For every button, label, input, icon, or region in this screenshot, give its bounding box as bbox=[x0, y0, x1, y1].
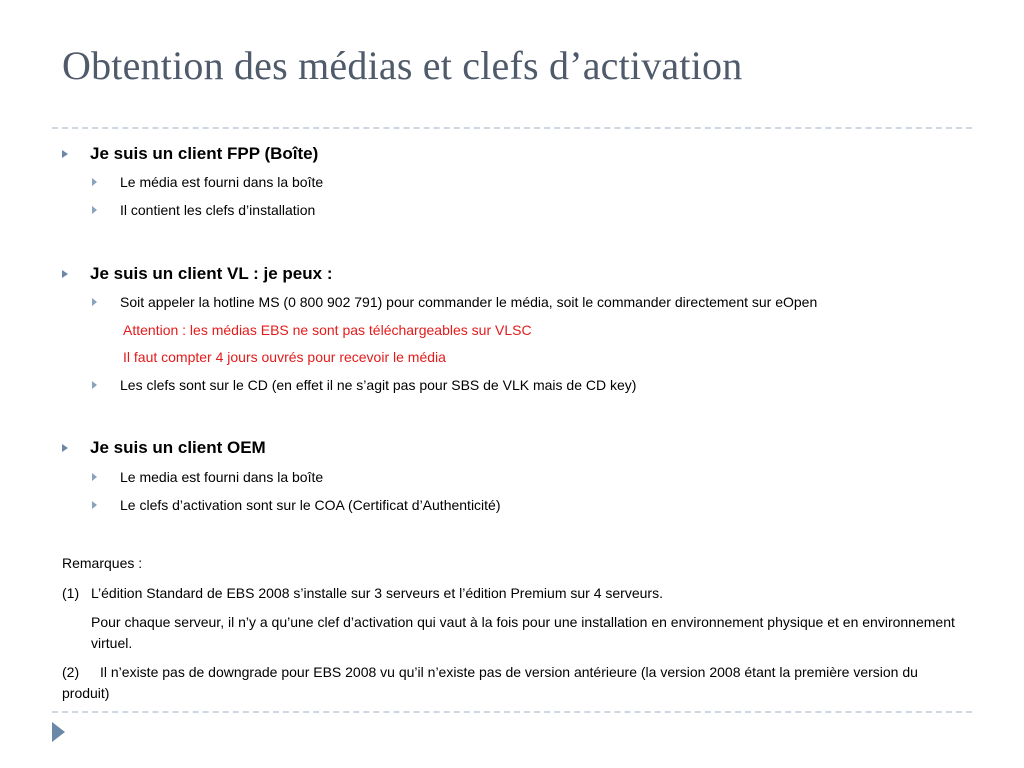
item-text: Soit appeler la hotline MS (0 800 902 791) pour commander le média, soit le commander directement sur eOpen bbox=[120, 294, 818, 310]
section-heading-fpp bbox=[62, 144, 318, 164]
triangle-bullet-icon bbox=[92, 298, 97, 306]
triangle-bullet-icon bbox=[62, 150, 68, 158]
triangle-bullet-icon bbox=[92, 381, 97, 389]
warning-note: Attention : les médias EBS ne sont pas téléchargeables sur VLSC bbox=[123, 322, 532, 338]
remark-continuation: Pour chaque serveur, il n’y a qu’une clef d’activation qui vaut à la fois pour une installation en environnement physique et en environnement virtuel. bbox=[91, 614, 955, 651]
list-item bbox=[92, 497, 501, 513]
item-text: Il contient les clefs d’installation bbox=[120, 202, 316, 218]
list-item bbox=[92, 202, 315, 218]
heading-text: Je suis un client FPP (Boîte) bbox=[90, 144, 319, 163]
heading-text: Je suis un client OEM bbox=[90, 438, 266, 457]
triangle-bullet-icon bbox=[92, 501, 97, 509]
list-item bbox=[92, 294, 817, 310]
item-text: Les clefs sont sur le CD (en effet il ne s’agit pas pour SBS de VLK mais de CD key) bbox=[120, 377, 637, 393]
slide-title: Obtention des médias et clefs d’activation bbox=[62, 43, 743, 88]
triangle-bullet-icon bbox=[92, 473, 97, 481]
warning-note: Il faut compter 4 jours ouvrés pour recevoir le média bbox=[123, 349, 446, 365]
triangle-bullet-icon bbox=[62, 270, 68, 278]
triangle-bullet-icon bbox=[62, 444, 68, 452]
remarks-label: Remarques : bbox=[62, 555, 143, 571]
bottom-divider bbox=[52, 711, 972, 713]
list-item bbox=[92, 377, 636, 393]
item-text: Le media est fourni dans la boîte bbox=[120, 469, 324, 485]
list-item bbox=[92, 469, 323, 485]
triangle-bullet-icon bbox=[92, 178, 97, 186]
section-heading-vl bbox=[62, 264, 332, 284]
remark-number: (2) bbox=[62, 664, 80, 680]
triangle-bullet-icon bbox=[92, 206, 97, 214]
play-icon[interactable] bbox=[52, 722, 65, 742]
item-text: Le média est fourni dans la boîte bbox=[120, 174, 324, 190]
heading-text: Je suis un client VL : je peux : bbox=[90, 264, 333, 283]
list-item bbox=[92, 174, 323, 190]
remark-text: L’édition Standard de EBS 2008 s’installe sur 3 serveurs et l’édition Premium sur 4 serveurs. bbox=[91, 585, 663, 601]
remark-note-2 bbox=[62, 662, 962, 704]
remark-text: Il n’existe pas de downgrade pour EBS 2008 vu qu’il n’existe pas de version antérieure (la version 2008 étant la première version du produit) bbox=[62, 664, 918, 701]
item-text: Le clefs d’activation sont sur le COA (Certificat d’Authenticité) bbox=[120, 497, 501, 513]
remark-number: (1) bbox=[62, 585, 80, 601]
remark-note-1 bbox=[62, 583, 962, 605]
section-heading-oem bbox=[62, 438, 266, 458]
